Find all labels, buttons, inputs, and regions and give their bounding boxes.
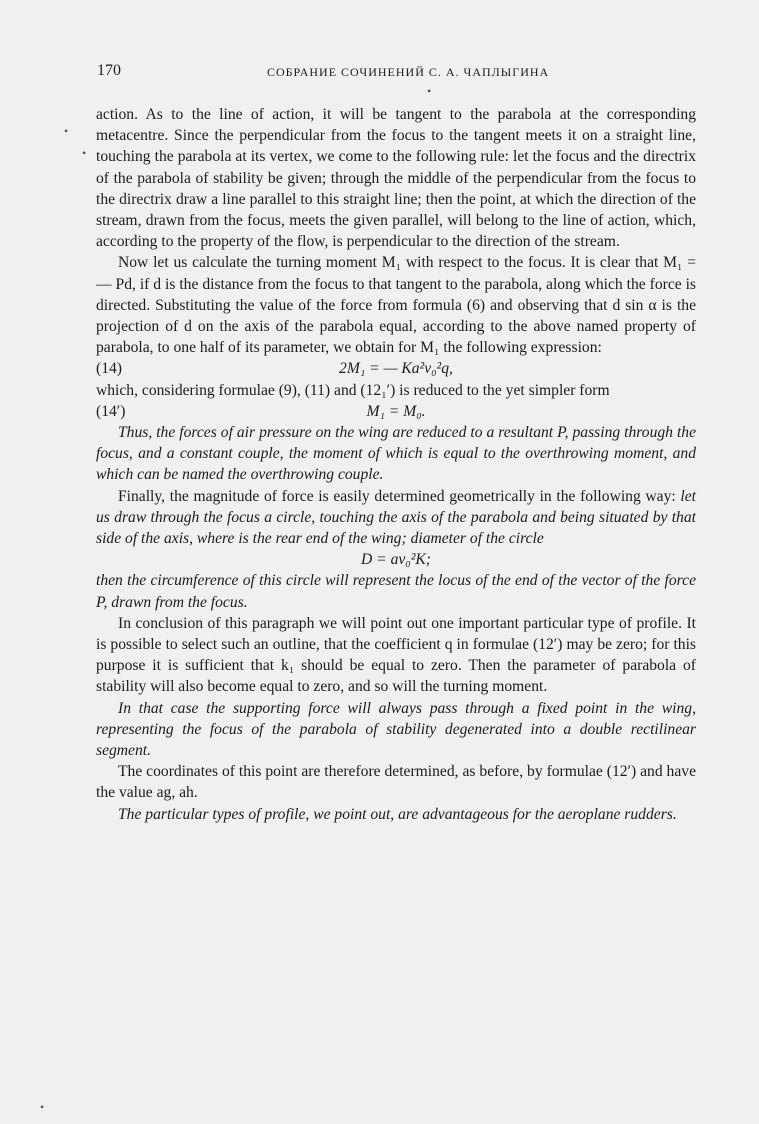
paragraph: In that case the supporting force will always pass through a fixed point in the wing, representing the focus of the parabola of stability degenerated into a double rectilinear segment. xyxy=(96,699,696,760)
equation-formula: 2M₁ = — Ka²v₀²q, xyxy=(339,360,453,378)
paragraph xyxy=(96,486,696,550)
margin-mark: • xyxy=(82,146,87,160)
equation-number: (14′) xyxy=(96,402,126,420)
paragraph: The particular types of profile, we point out, are advantageous for the aeroplane rudders. xyxy=(118,805,677,823)
equation-diameter: D = av₀²K; xyxy=(361,551,431,569)
paragraph: In conclusion of this paragraph we will point out one important particular type of profile. It is possible to select such an outline, that the coefficient q in formulae (12′) may be zero; for this purpose it is sufficient that k₁ should be equal to zero. Then the parameter of parabola of stability will also become equal to zero, and so will the turning moment. xyxy=(96,614,696,696)
paragraph: action. As to the line of action, it will be tangent to the parabola at the corresponding metacentre. Since the perpendicular from the focus to the tangent meets it on a straight line, touching the parabola at its vertex, we come to the following rule: let the focus and the directrix of the parabola of stability be given; through the middle of the perpendicular from the focus to the directrix draw a line parallel to this straight line; then the point, at which the direction of the stream, drawn from the focus, meets the given parallel, will belong to the line of action, which, according to the property of the flow, is perpendicular to the direction of the stream. xyxy=(96,106,696,251)
paragraph: The coordinates of this point are therefore determined, as before, by formulae (12′) and have the value ag, ah. xyxy=(96,763,696,802)
margin-mark: • xyxy=(64,124,69,138)
equation-formula: M₁ = M₀. xyxy=(366,402,426,420)
running-title: СОБРАНИЕ СОЧИНЕНИЙ С. А. ЧАПЛЫГИНА xyxy=(267,65,550,79)
theorem-statement: Thus, the forces of air pressure on the wing are reduced to a resultant P, passing through the focus, and a constant couple, the moment of which is equal to the overthrowing moment, and which can be named the overthrowing couple. xyxy=(96,424,696,484)
page-number: 170 xyxy=(97,62,121,79)
page-header xyxy=(97,62,697,82)
paragraph: Now let us calculate the turning moment M₁ with respect to the focus. It is clear that M₁ = — Pd, if d is the distance from the focus to that tangent to the parabola, along which the force is directed. Substituting the value of the force from formula (6) and observing that d sin α is the projection of d on the axis of the parabola equal, according to the above named property of parabola, to one half of its parameter, we obtain for M₁ the following expression: xyxy=(96,254,696,357)
paragraph: then the circumference of this circle will represent the locus of the end of the vector of the force P, drawn from the focus. xyxy=(96,572,696,611)
equation-14 xyxy=(96,358,696,379)
equation-number: (14) xyxy=(96,360,122,378)
paragraph: which, considering formulae (9), (11) and (12₁′) is reduced to the yet simpler form xyxy=(96,381,610,399)
margin-mark: • xyxy=(40,1100,45,1114)
paragraph-lead: Finally, the magnitude of force is easily determined geometrically in the following way: xyxy=(118,487,681,505)
equation-14-prime xyxy=(96,401,696,422)
paragraph-italic: let us draw through the focus a circle, touching the axis of the parabola and being situated by that side of the axis, where is the rear end of the wing; diameter of the circle xyxy=(96,487,696,548)
margin-mark: • xyxy=(427,84,432,98)
body-text xyxy=(96,104,696,825)
